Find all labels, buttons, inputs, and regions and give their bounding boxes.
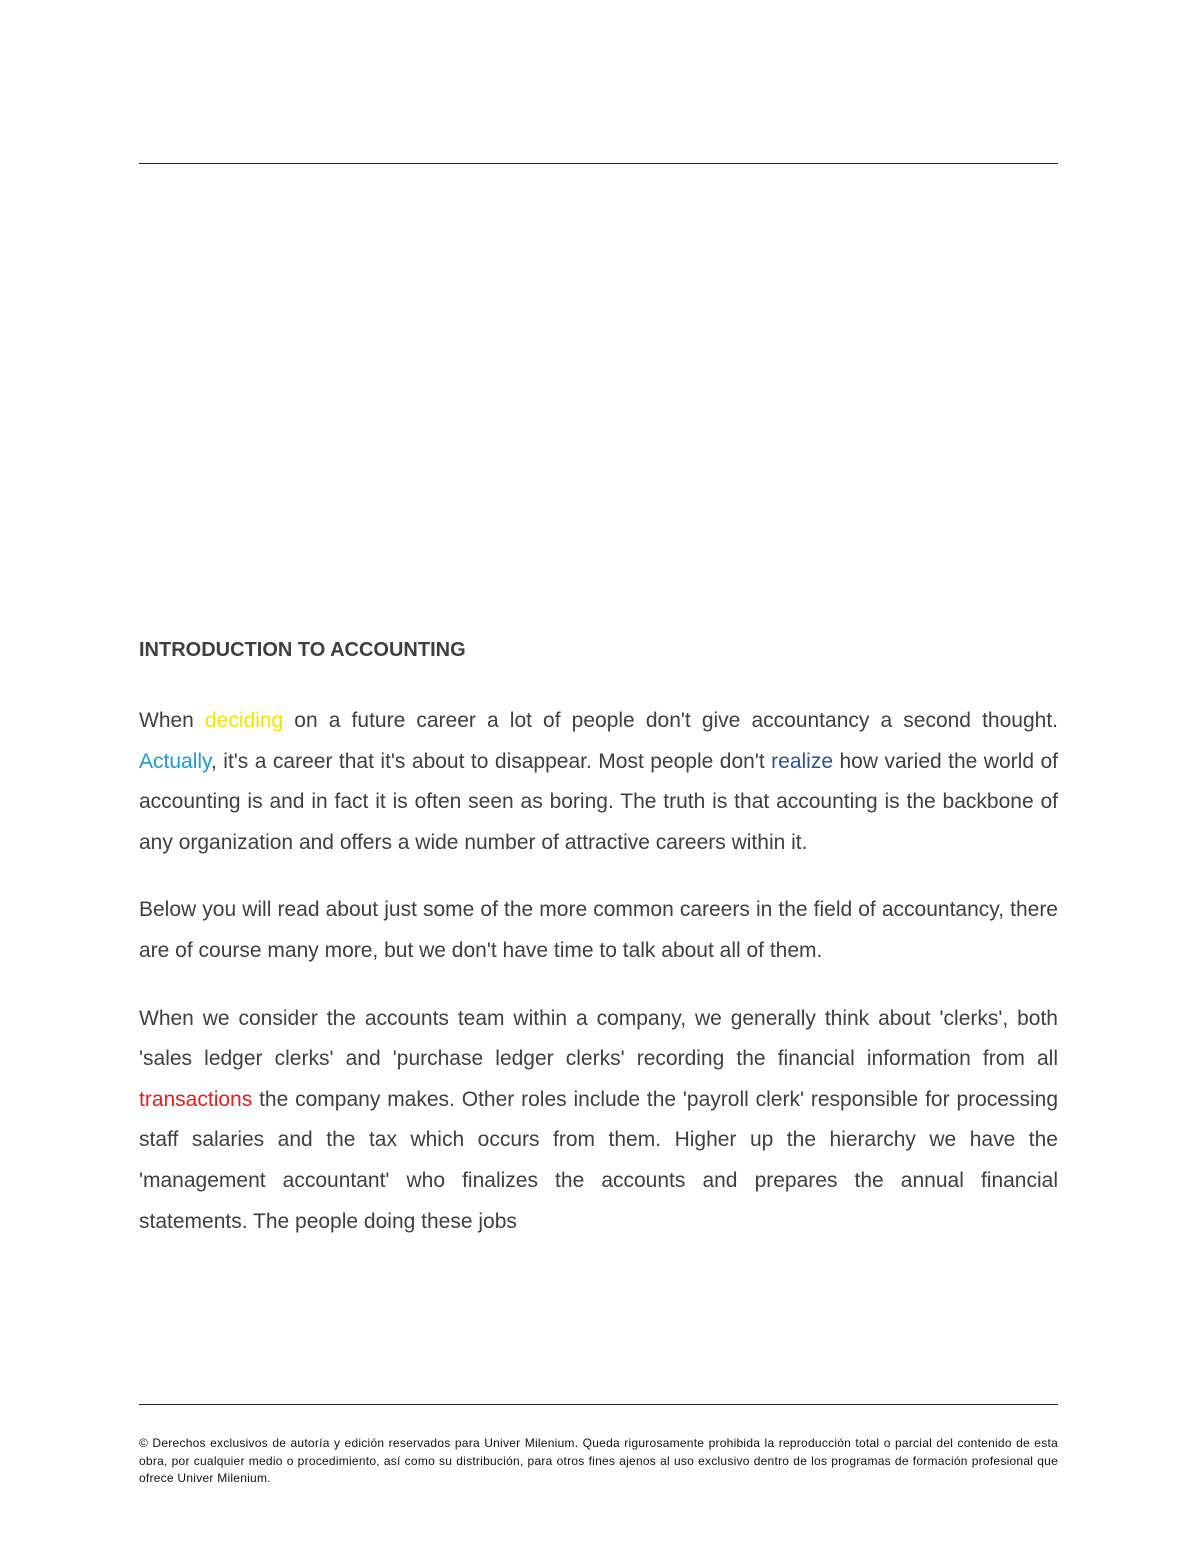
paragraph-careers	[139, 890, 1058, 971]
highlighted-word-actually: Actually	[139, 749, 211, 773]
text-segment: how varied the world of accounting is and in fact it is often seen as boring. The truth is that accounting is the backbone of any organization and offers a wide number of attractive careers within it.	[139, 749, 1058, 854]
paragraph-intro	[139, 701, 1058, 863]
highlighted-word-realize: realize	[771, 749, 834, 773]
copyright-notice: © Derechos exclusivos de autoría y edición reservados para Univer Milenium. Queda rigurosamente prohibida la reproducción total o parcial del contenido de esta obra, por cualquier medio o procedimiento, así como su distribución, para otros fines ajenos al uso exclusivo dentro de los programas de formación profesional que ofrece Univer Milenium.	[139, 1436, 1058, 1485]
document-title: INTRODUCTION TO ACCOUNTING	[139, 639, 466, 661]
footer-divider	[139, 1404, 1058, 1405]
text-segment: When we consider the accounts team within a company, we generally think about 'clerks', both 'sales ledger clerks' and 'purchase ledger clerks' recording the financial information from all	[139, 1006, 1058, 1071]
highlighted-word-deciding: deciding	[204, 709, 284, 732]
paragraph-accounts-team	[139, 999, 1058, 1243]
document-body	[139, 636, 1058, 1242]
highlighted-word-transactions: transactions	[139, 1087, 253, 1111]
header-divider	[139, 163, 1058, 164]
text-segment: When	[139, 709, 205, 732]
text-segment: , it's a career that it's about to disappear. Most people don't	[210, 749, 772, 773]
text-segment: Below you will read about just some of the more common careers in the field of accountancy, there are of course many more, but we don't have time to talk about all of them.	[139, 898, 1058, 962]
text-segment: the company makes. Other roles include the 'payroll clerk' responsible for processing staff salaries and the tax which occurs from them. Higher up the hierarchy we have the 'management accountant' who finalizes the accounts and prepares the annual financial statements. The people doing these jobs	[139, 1087, 1058, 1233]
text-segment: on a future career a lot of people don't give accountancy a second thought.	[283, 709, 1058, 732]
